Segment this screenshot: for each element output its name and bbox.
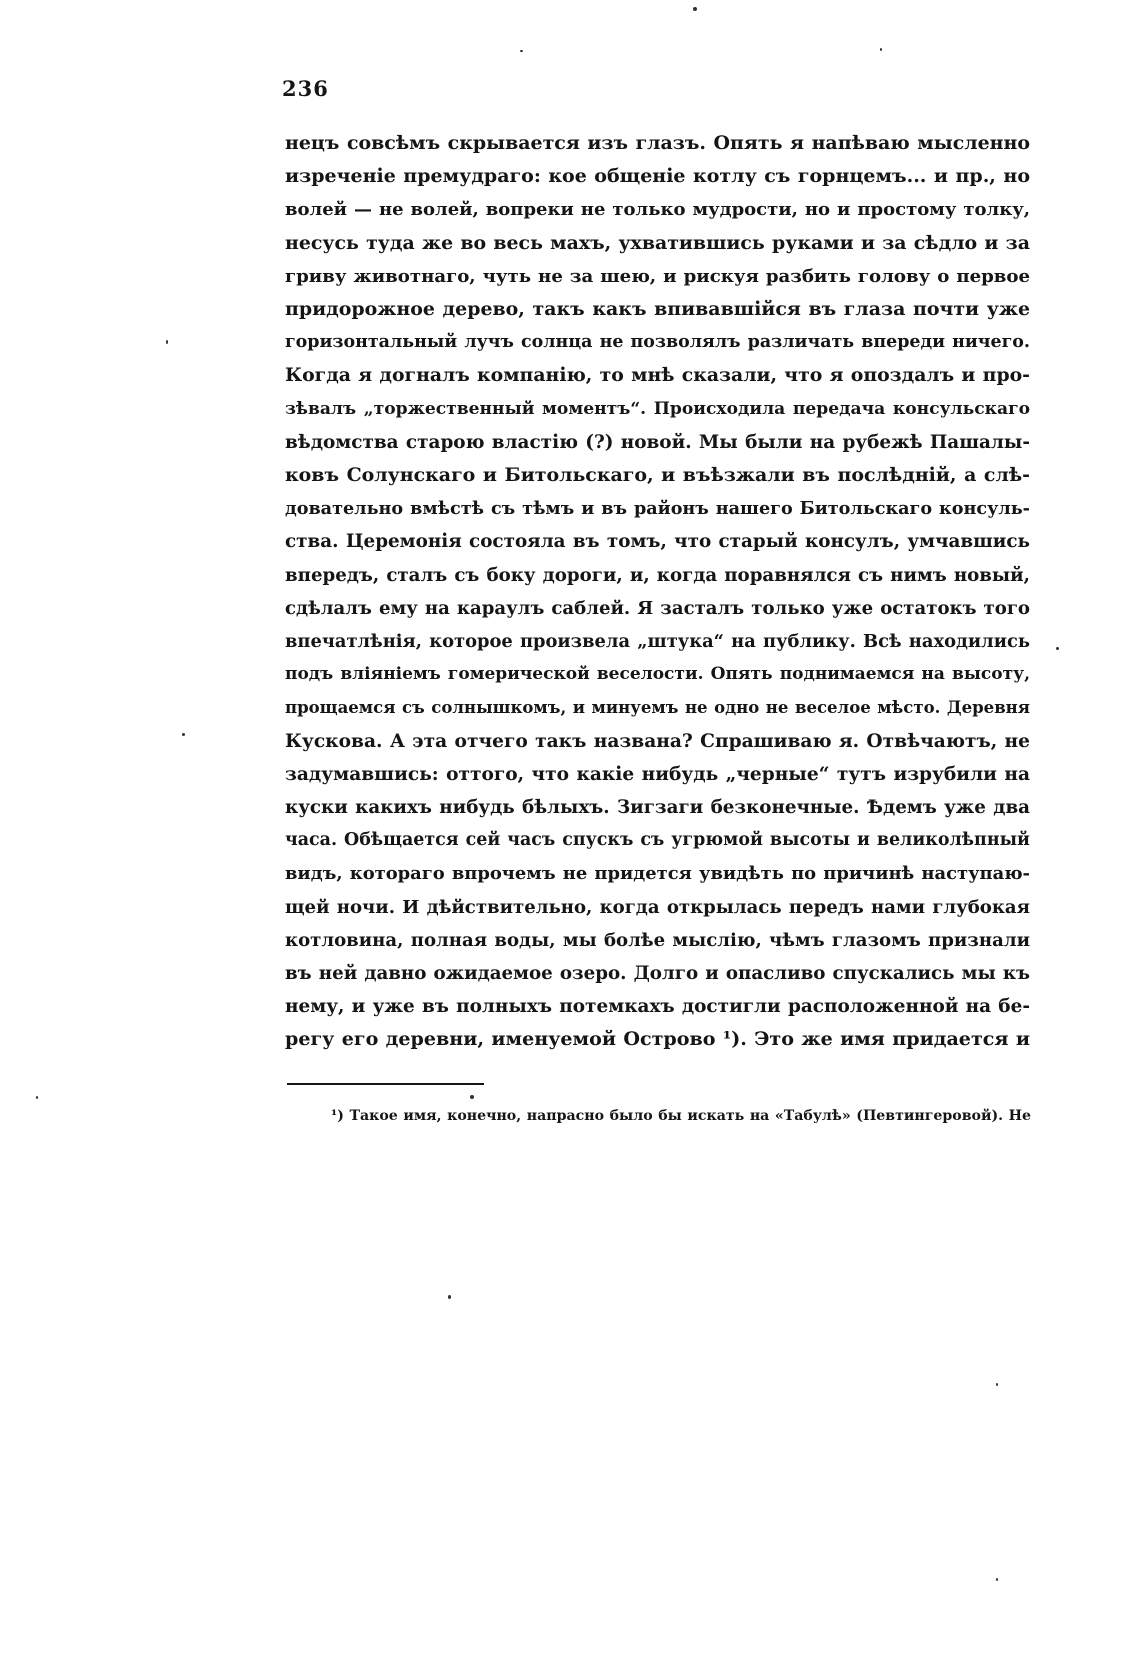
text-line: регу его деревни, именуемой Острово ¹). Это же имя придается и (285, 1028, 1030, 1051)
text-line: горизонтальный лучъ солнца не позволялъ различать впереди ничего. (285, 332, 1030, 353)
scan-speck (996, 1578, 998, 1581)
text-line: часа. Обѣщается сей часъ спускъ съ угрюмой высоты и великолѣпный (285, 830, 1030, 851)
text-line: прощаемся съ солнышкомъ, и минуемъ не одно не веселое мѣсто. Деревня (285, 697, 1030, 718)
text-line: довательно вмѣстѣ съ тѣмъ и въ районъ нашего Битольскаго консуль- (285, 498, 1030, 520)
text-line: впечатлѣнія, которое произвела „штука“ на публику. Всѣ находились (285, 631, 1030, 653)
scan-speck (36, 1096, 38, 1099)
scan-speck (182, 733, 185, 736)
scan-speck (448, 1295, 451, 1299)
scan-speck (1056, 647, 1059, 650)
scan-speck (470, 1095, 474, 1099)
page-number: 236 (282, 76, 329, 101)
text-line: ства. Церемонія состояла въ томъ, что старый консулъ, умчавшись (285, 531, 1030, 553)
footnote-rule (287, 1083, 484, 1085)
text-line: Когда я догналъ компанію, то мнѣ сказали, что я опоздалъ и про- (285, 364, 1030, 387)
text-line: куски какихъ нибудь бѣлыхъ. Зигзаги безконечные. Ѣдемъ уже два (285, 797, 1030, 819)
text-line: щей ночи. И дѣйствительно, когда открылась передъ нами глубокая (285, 896, 1030, 918)
text-line: нецъ совсѣмъ скрывается изъ глазъ. Опять я напѣваю мысленно (285, 132, 1030, 154)
text-line: волей — не волей, вопреки не только мудрости, но и простому толку, (285, 199, 1030, 221)
text-line: гриву животнаго, чуть не за шею, и рискуя разбить голову о первое (285, 265, 1030, 287)
scan-speck (520, 50, 523, 52)
text-line: въ ней давно ожидаемое озеро. Долго и опасливо спускались мы къ (285, 963, 1030, 985)
text-line: сдѣлалъ ему на караулъ саблей. Я засталъ только уже остатокъ того (285, 597, 1030, 619)
text-line: подъ вліяніемъ гомерической веселости. Опять поднимаемся на высоту, (285, 664, 1030, 685)
text-line: зѣвалъ „торжественный моментъ“. Происходила передача консульскаго (285, 398, 1030, 419)
footnote: ¹) Такое имя, конечно, напрасно было бы искать на «Табулѣ» (Певтингеровой). Не (331, 1108, 1031, 1124)
text-line: видъ, котораго впрочемъ не придется увидѣть по причинѣ наступаю- (285, 863, 1030, 885)
text-line: задумавшись: оттого, что какіе нибудь „черные“ тутъ изрубили на (285, 763, 1030, 785)
text-line: несусь туда же во весь махъ, ухватившись руками и за сѣдло и за (285, 231, 1030, 254)
scan-speck (693, 7, 697, 11)
text-line: придорожное дерево, такъ какъ впивавшійся въ глаза почти уже (285, 298, 1030, 321)
text-line: впередъ, сталъ съ боку дороги, и, когда поравнялся съ нимъ новый, (285, 564, 1030, 586)
text-line: котловина, полная воды, мы болѣе мыслію, чѣмъ глазомъ признали (285, 929, 1030, 951)
scan-speck (880, 48, 882, 51)
body-text (285, 127, 1030, 1057)
scan-speck (166, 340, 168, 344)
text-line: Кускова. А эта отчего такъ названа? Спрашиваю я. Отвѣчаютъ, не (285, 730, 1030, 752)
text-line: ковъ Солунскаго и Битольскаго, и въѣзжали въ послѣдній, а слѣ- (285, 464, 1030, 487)
text-line: вѣдомства старою властію (?) новой. Мы были на рубежѣ Пашалы- (285, 431, 1030, 453)
scan-speck (996, 1383, 998, 1386)
text-line: нему, и уже въ полныхъ потемкахъ достигли расположенной на бе- (285, 996, 1030, 1018)
text-line: изреченіе премудраго: кое общеніе котлу съ горнцемъ... и пр., но (285, 165, 1030, 188)
